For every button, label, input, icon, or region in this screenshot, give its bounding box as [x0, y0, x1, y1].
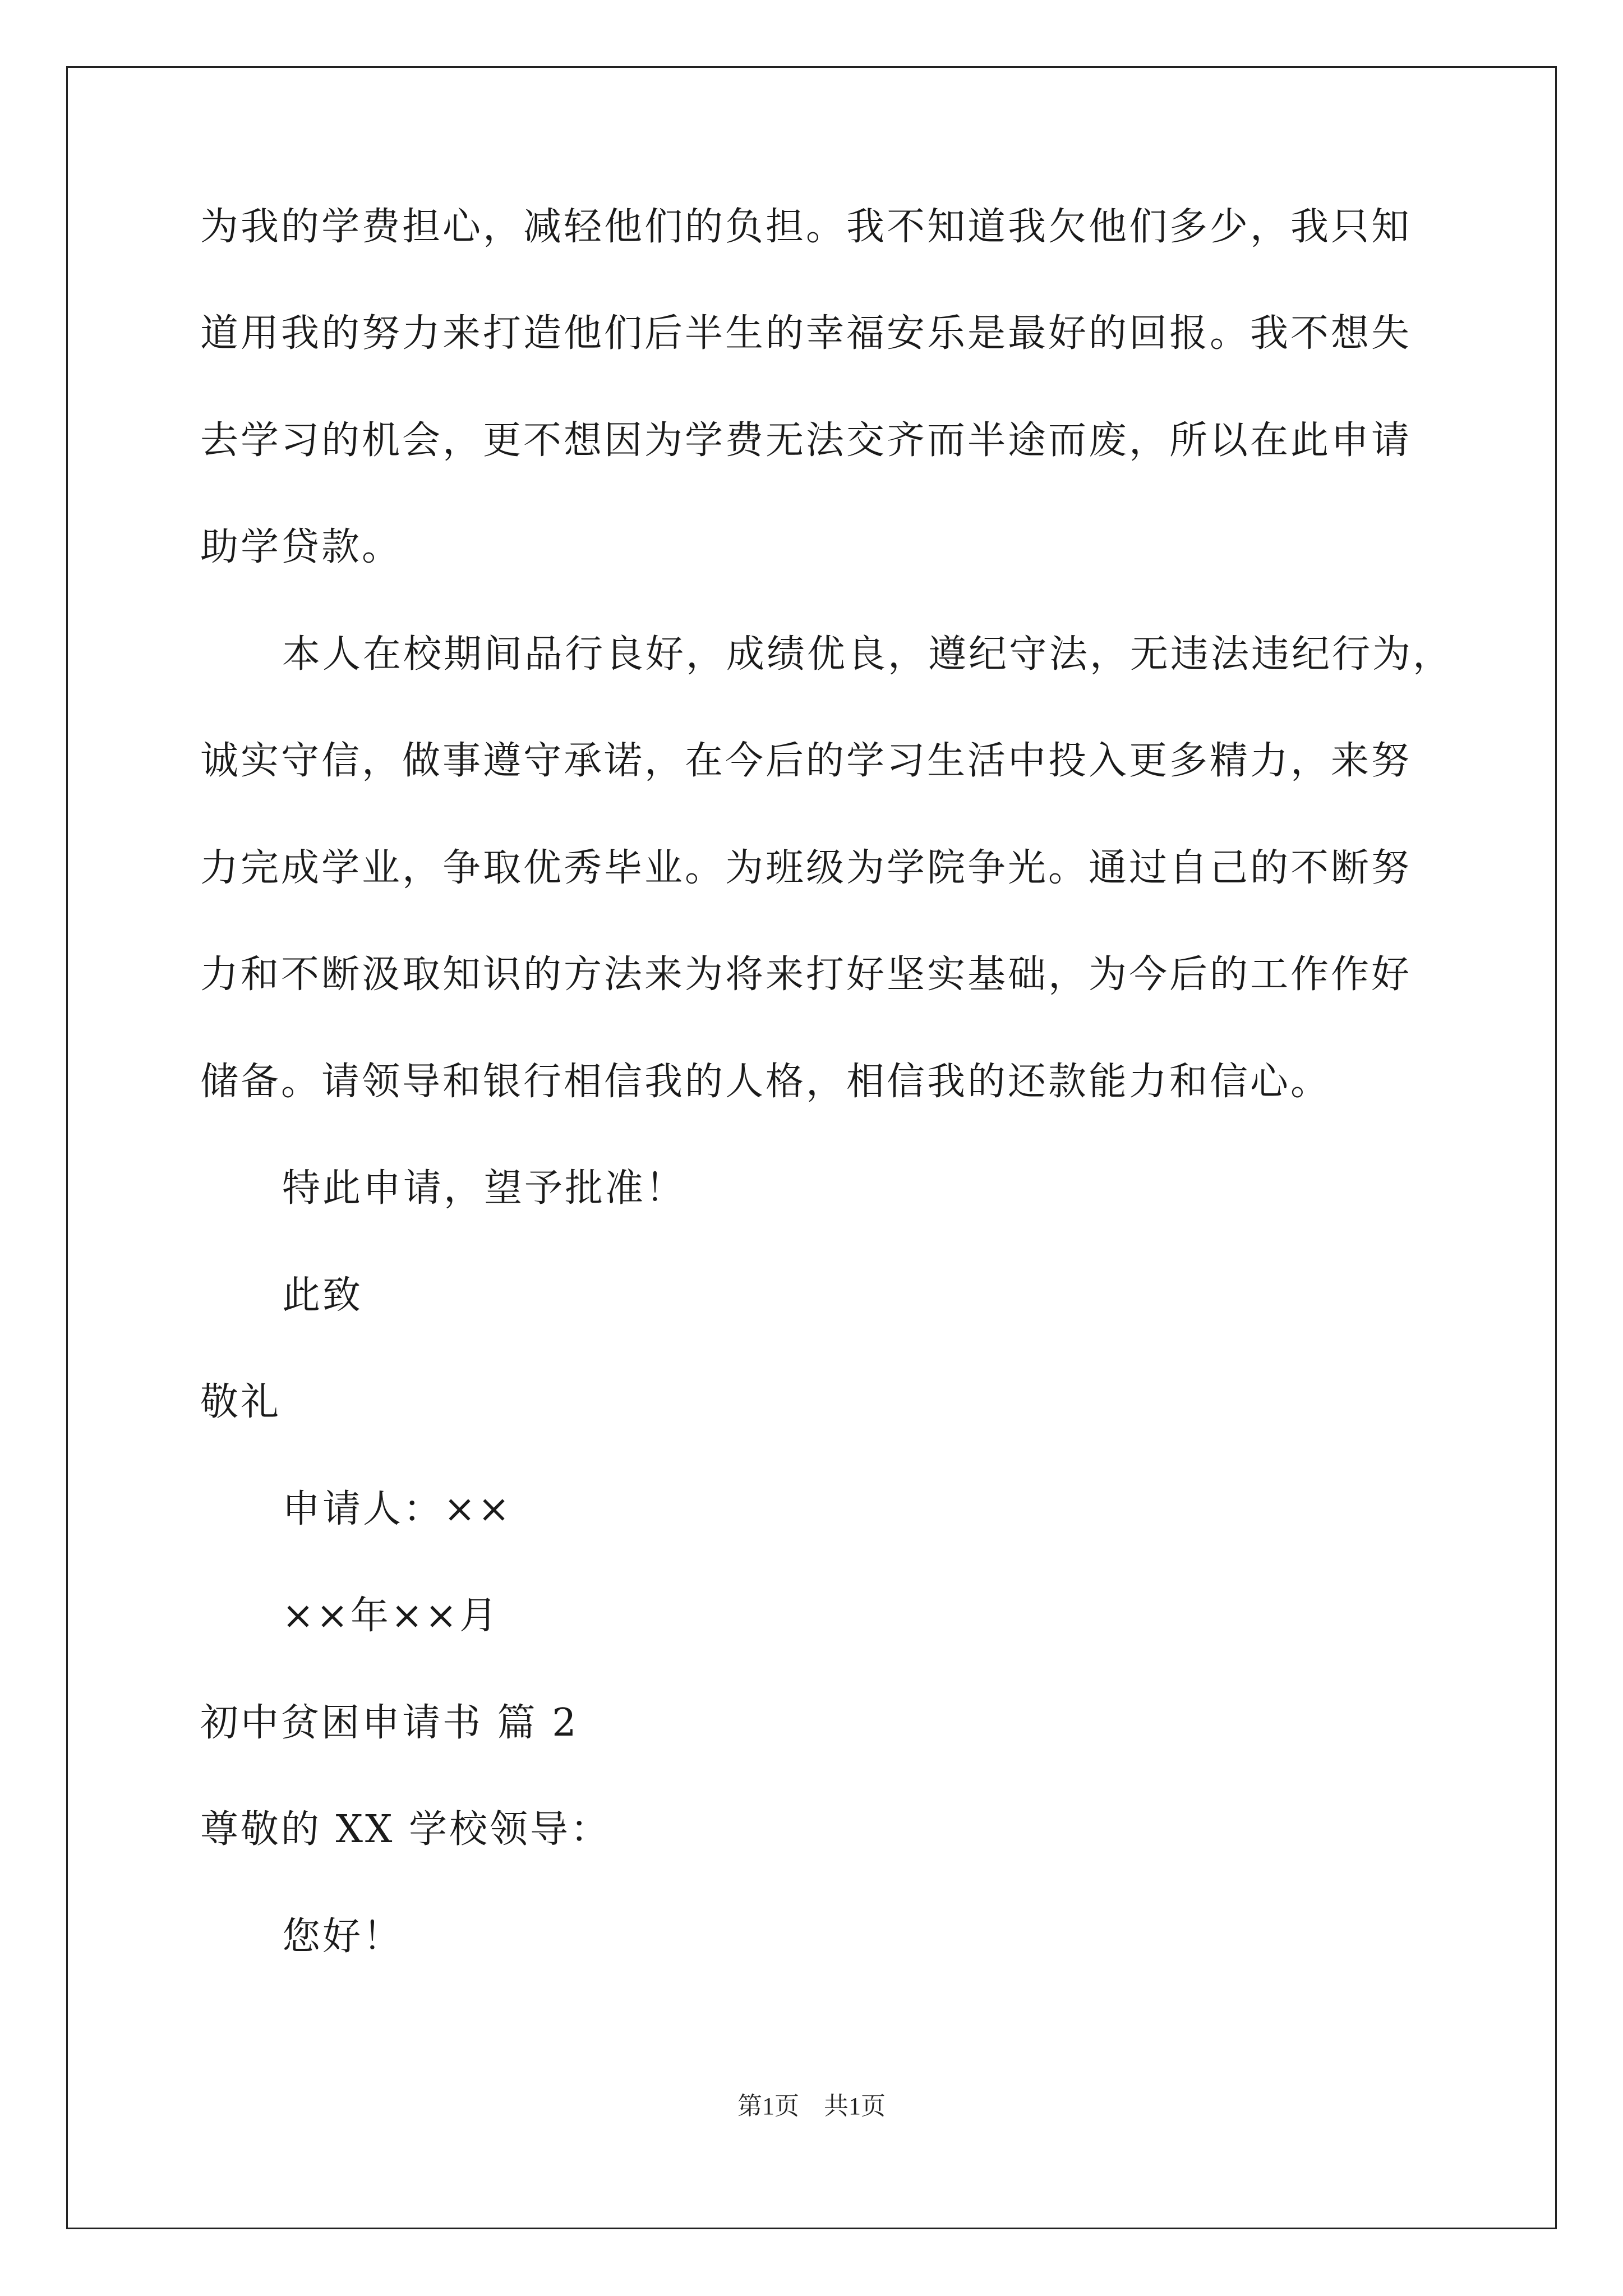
section-heading: 初中贫困申请书 篇 2: [200, 1701, 579, 1745]
body-line-5: 本人在校期间品行良好，成绩优良，遵纪守法，无违法违纪行为，: [282, 632, 1454, 677]
applicant-signature: 申请人：××: [282, 1487, 512, 1531]
body-line-6: 诚实守信，做事遵守承诺，在今后的学习生活中投入更多精力，来努: [200, 739, 1412, 783]
body-line-9: 储备。请领导和银行相信我的人格，相信我的还款能力和信心。: [200, 1060, 1331, 1104]
body-line-3: 去学习的机会，更不想因为学费无法交齐而半途而废，所以在此申请: [200, 418, 1412, 463]
closing-salutation: 此致: [282, 1273, 363, 1318]
application-date: ××年××月: [282, 1594, 500, 1638]
body-line-4: 助学贷款。: [200, 525, 403, 569]
closing-respect: 敬礼: [200, 1380, 282, 1424]
body-line-7: 力完成学业，争取优秀毕业。为班级为学院争光。通过自己的不断努: [200, 846, 1412, 890]
page-border: [66, 66, 1557, 2229]
body-line-1: 为我的学费担心，减轻他们的负担。我不知道我欠他们多少，我只知: [200, 205, 1412, 249]
body-line-8: 力和不断汲取知识的方法来为将来打好坚实基础，为今后的工作作好: [200, 953, 1412, 997]
body-line-2: 道用我的努力来打造他们后半生的幸福安乐是最好的回报。我不想失: [200, 311, 1412, 356]
page-footer: 第1页 共1页: [737, 2092, 886, 2120]
closing-request: 特此申请，望予批准！: [282, 1166, 686, 1211]
letter-greeting: 您好！: [282, 1915, 404, 1959]
letter-addressee: 尊敬的 XX 学校领导：: [200, 1807, 611, 1852]
